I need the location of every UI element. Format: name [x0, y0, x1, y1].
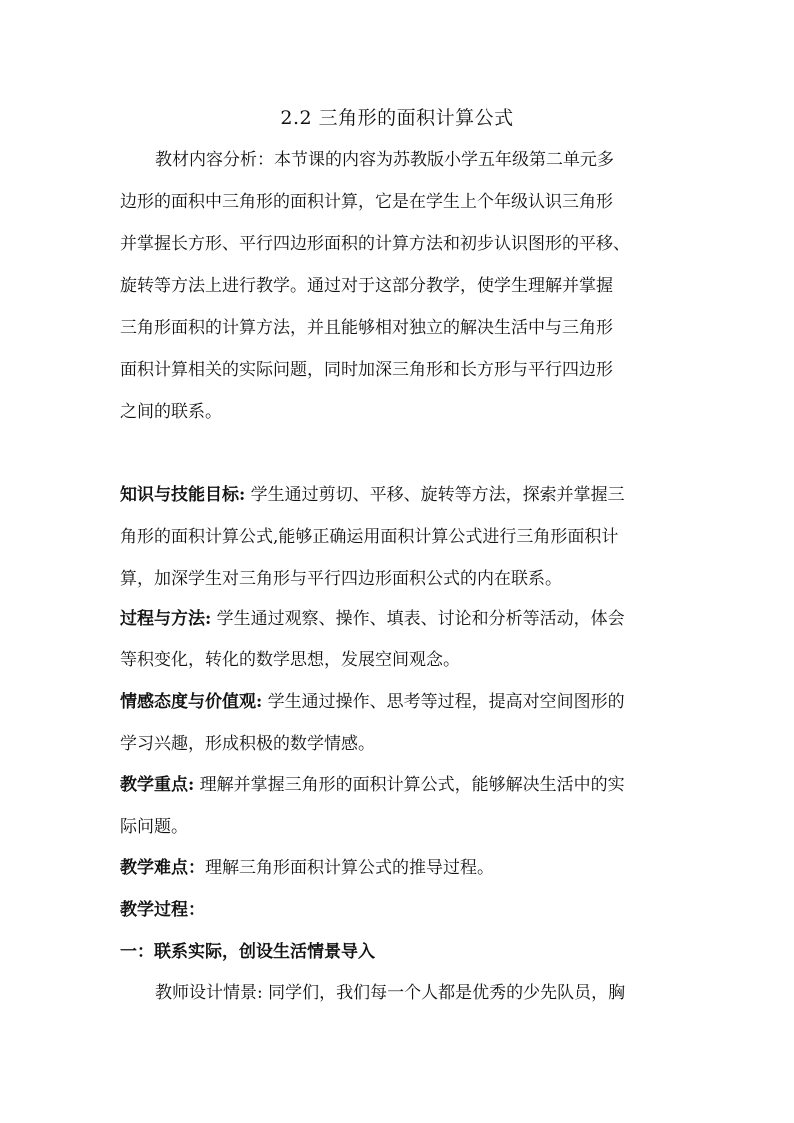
difficulty-line — [120, 855, 494, 881]
knowledge-line: 算，加深学生对三角形与平行四边形面积公式的内在联系。 — [120, 569, 562, 589]
section1-heading: 一：联系实际，创设生活情景导入 — [120, 942, 375, 962]
knowledge-label: 知识与技能目标: — [120, 485, 246, 505]
key-point-text: 理解并掌握三角形的面积计算公式，能够解决生活中的实 — [194, 775, 625, 795]
teacher-line — [155, 980, 625, 1006]
difficulty-text: 理解三角形面积计算公式的推导过程。 — [205, 858, 494, 878]
key-point-label: 教学重点: — [120, 775, 195, 795]
document-title: 2.2 三角形的面积计算公式 — [280, 107, 514, 129]
key-point-line: 际问题。 — [120, 817, 188, 837]
process-text: 学生通过观察、操作、填表、讨论和分析等活动，体会 — [211, 609, 625, 629]
analysis-line: 边形的面积中三角形的面积计算，它是在学生上个年级认识三角形 — [120, 192, 613, 212]
teacher-text: 同学们，我们每一个人都是优秀的少先队员，胸 — [262, 983, 626, 1003]
analysis-line: 之间的联系。 — [120, 402, 222, 422]
analysis-line: 面积计算相关的实际问题，同时加深三角形和长方形与平行四边形 — [120, 360, 613, 380]
teacher-label: 教师设计情景: — [155, 983, 263, 1003]
emotion-line — [120, 689, 625, 715]
difficulty-label: 教学难点： — [120, 858, 205, 878]
procedure-heading: 教学过程： — [120, 900, 205, 920]
knowledge-line: 角形的面积计算公式,能够正确运用面积计算公式进行三角形面积计 — [120, 527, 619, 547]
analysis-line: 并掌握长方形、平行四边形面积的计算方法和初步认识图形的平移、 — [120, 234, 630, 254]
emotion-label: 情感态度与价值观: — [120, 692, 263, 712]
knowledge-line — [120, 482, 625, 508]
process-line — [120, 606, 625, 632]
emotion-line: 学习兴趣，形成积极的数学情感。 — [120, 734, 375, 754]
process-label: 过程与方法: — [120, 609, 212, 629]
emotion-text: 学生通过操作、思考等过程，提高对空间图形的 — [262, 692, 625, 712]
process-line: 等积变化，转化的数学思想，发展空间观念。 — [120, 650, 460, 670]
analysis-line: 教材内容分析：本节课的内容为苏教版小学五年级第二单元多 — [155, 150, 614, 170]
analysis-line: 三角形面积的计算方法，并且能够相对独立的解决生活中与三角形 — [120, 318, 613, 338]
knowledge-text: 学生通过剪切、平移、旋转等方法，探索并掌握三 — [245, 485, 625, 505]
analysis-line: 旋转等方法上进行教学。通过对于这部分教学，使学生理解并掌握 — [120, 276, 613, 296]
key-point-line — [120, 772, 625, 798]
